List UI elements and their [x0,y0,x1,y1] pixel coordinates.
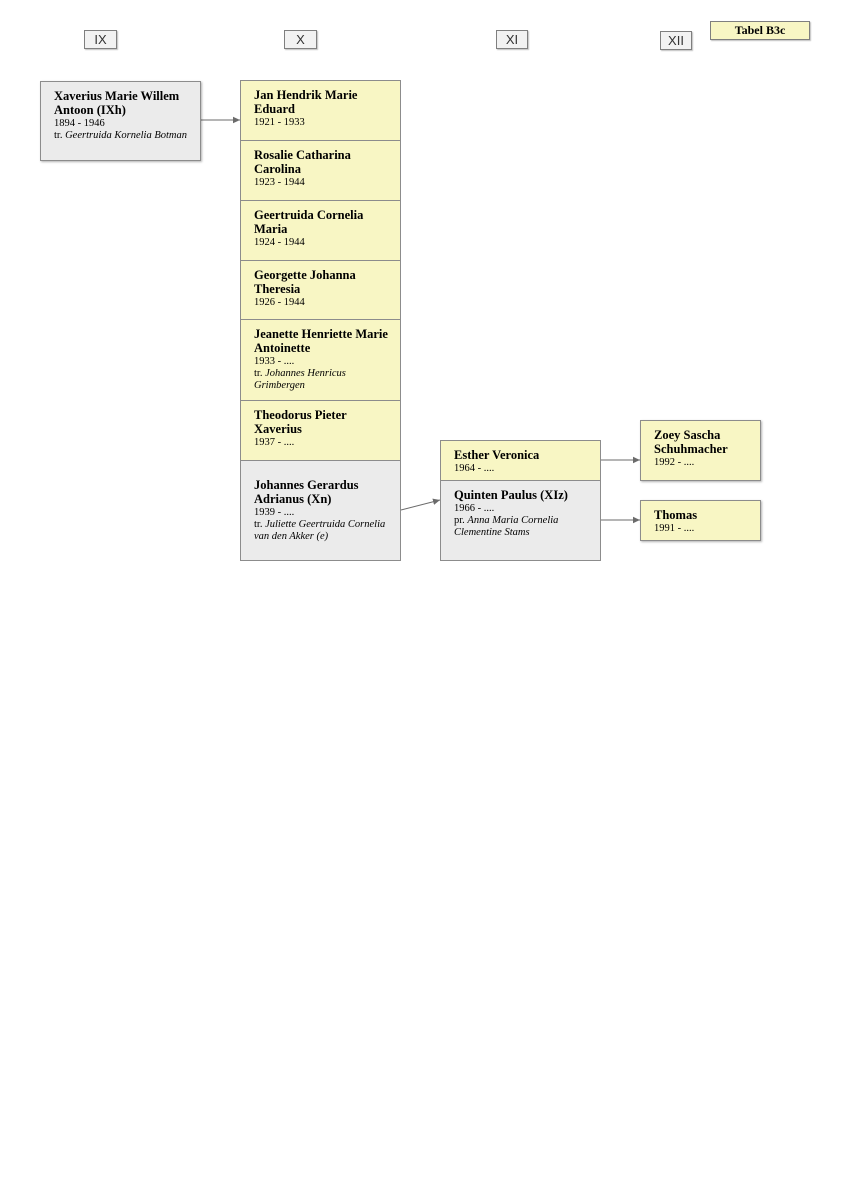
spouse-name: Juliette Geertruida Cornelia van den Akker (e) [254,519,386,542]
child-card[interactable] [240,140,401,201]
person-name: Jan Hendrik Marie Eduard [254,88,358,116]
child-card[interactable] [240,80,401,141]
person-name: Zoey Sascha Schuhmacher [654,428,728,456]
generation-label-ix: IX [84,30,117,49]
person-years: 1933 - .... [254,356,295,367]
table-label: Tabel B3c [710,21,810,40]
spouse-prefix: tr. [254,519,263,530]
person-name: Xaverius Marie Willem Antoon (IXh) [54,89,180,117]
person-years: 1991 - .... [654,523,695,534]
spouse-prefix: pr. [454,515,465,526]
generation-label-x: X [284,30,317,49]
child-card[interactable] [240,400,401,461]
person-name: Johannes Gerardus Adrianus (Xn) [254,478,359,506]
person-years: 1937 - .... [254,437,295,448]
person-years: 1964 - .... [454,463,495,474]
spouse-name: Anna Maria Cornelia Clementine Stams [454,515,559,538]
person-years: 1939 - .... [254,507,295,518]
person-name: Georgette Johanna Theresia [254,268,356,296]
person-years: 1921 - 1933 [254,117,305,128]
person-years: 1992 - .... [654,457,695,468]
great-grandchild-card[interactable] [640,420,761,481]
person-name: Quinten Paulus (XIz) [454,488,568,502]
spouse-name: Geertruida Kornelia Botman [65,130,188,141]
spouse-name: Johannes Henricus Grimbergen [254,368,346,391]
grandchild-card[interactable] [440,480,601,561]
child-card[interactable] [240,319,401,401]
person-name: Thomas [654,508,698,522]
generation-label-xii: XII [660,31,692,50]
person-spouse [254,519,392,543]
spouse-prefix: tr. [54,130,63,141]
person-years: 1966 - .... [454,503,495,514]
child-card[interactable] [240,200,401,261]
person-name: Esther Veronica [454,448,540,462]
person-spouse [454,515,592,539]
spouse-prefix: tr. [254,368,263,379]
person-name: Geertruida Cornelia Maria [254,208,364,236]
person-name: Jeanette Henriette Marie Antoinette [254,327,388,355]
ancestor-card[interactable] [40,81,201,161]
person-years: 1923 - 1944 [254,177,305,188]
connector-xn-to-grandchildren [401,500,440,510]
child-card[interactable] [240,460,401,561]
person-years: 1924 - 1944 [254,237,305,248]
person-spouse [54,130,192,142]
great-grandchild-card[interactable] [640,500,761,541]
generation-label-xi: XI [496,30,528,49]
person-name: Theodorus Pieter Xaverius [254,408,347,436]
child-card[interactable] [240,260,401,320]
person-years: 1926 - 1944 [254,297,305,308]
person-years: 1894 - 1946 [54,118,105,129]
person-name: Rosalie Catharina Carolina [254,148,351,176]
person-spouse [254,368,392,392]
grandchild-card[interactable] [440,440,601,481]
